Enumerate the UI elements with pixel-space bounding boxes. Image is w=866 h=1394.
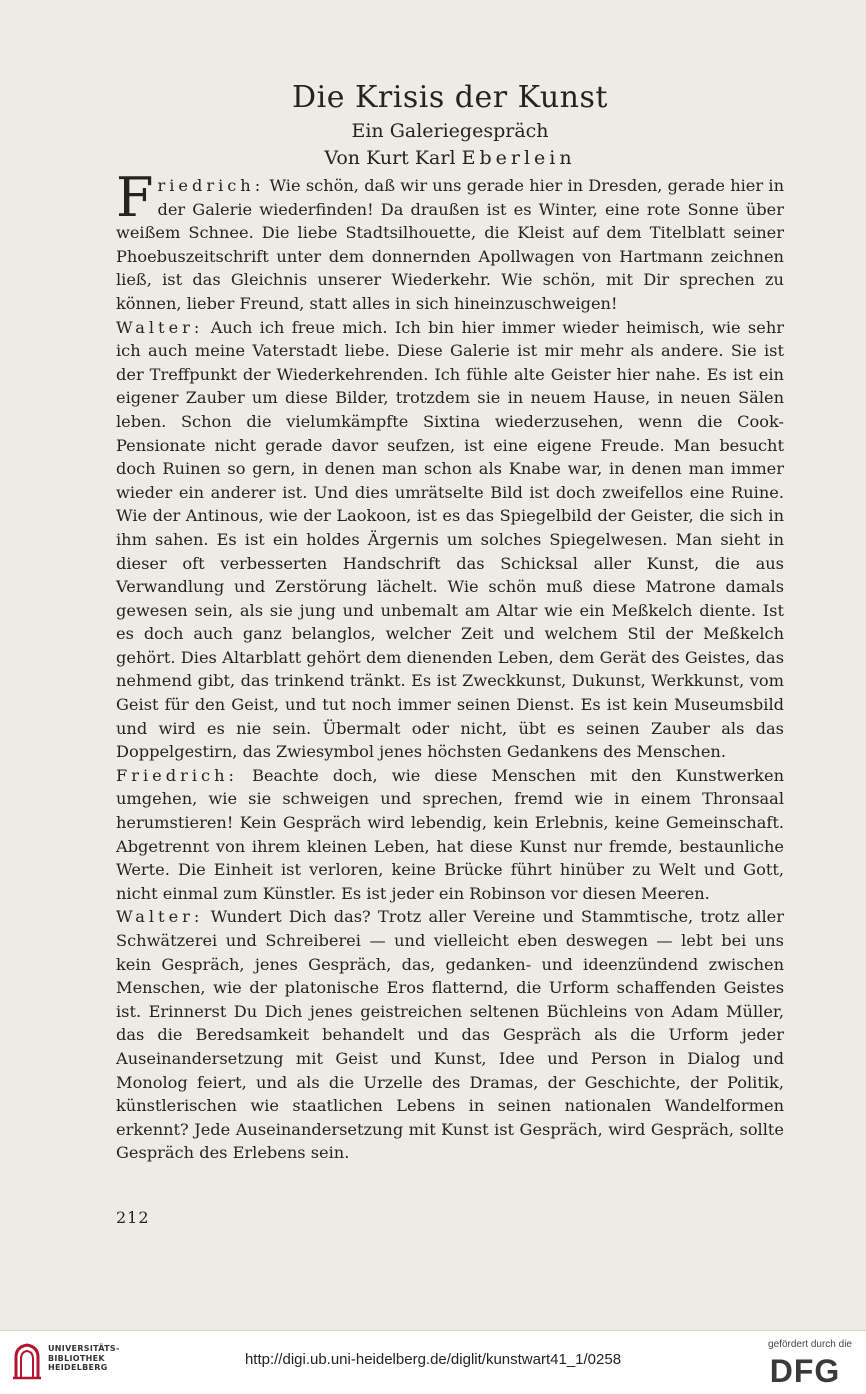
speaker-label: riedrich: xyxy=(157,176,265,195)
speaker-label: Walter: xyxy=(116,317,204,337)
paragraph-text: Wundert Dich das? Trotz aller Vereine und Stammtische, trotz aller Schwätzerei und Schreiberei — und vielleicht eben deswegen — lebt bei uns kein Gespräch, jenes Gespräch, das, gedanken- und ideenzündend zwischen Menschen, wie der platonische Eros flatternd, die Urform schaffenden Geistes ist. Erinnerst Du Dich jenes geistreichen seltenen Büchleins von Adam Müller, das die Beredsamkeit behandelt und das Gespräch als die Urform jeder Auseinandersetzung mit Geist und Kunst, Idee und Person in Dialog und Monolog feiert, und als die Urzelle des Dramas, der Geschichte, der Politik, künstlerischen wie staatlichen Lebens in seinen nationalen Wandelformen erkennt? Jede Auseinandersetzung mit Kunst ist Gespräch, wird Gespräch, sollte Gespräch des Erlebens sein. xyxy=(116,907,784,1163)
speaker-label: Friedrich: xyxy=(116,765,238,785)
paragraph-text: Auch ich freue mich. Ich bin hier immer wieder heimisch, wie sehr ich auch meine Vaterstadt liebe. Diese Galerie ist mir mehr als andere. Sie ist der Treffpunkt der Wiederkehrenden. Ich fühle alte Geister hier nahe. Es ist ein eigener Zauber um diese Bilder, trotzdem sie in neuem Hause, in neuen Sälen leben. Schon die vielumkämpfte Sixtina wiederzusehen, wenn die Cook-Pensionate nicht gerade davor seufzen, ist eine eigene Freude. Man besucht doch Ruinen so gern, in denen man schon als Knabe war, in denen man immer wieder ein anderer ist. Und dies umrätselte Bild ist doch zweifellos eine Ruine. Wie der Antinous, wie der Laokoon, ist es das Spiegelbild der Geister, die sich in ihm sahen. Es ist ein holdes Ärgernis um solches Spiegelwesen. Man sieht in dieser oft verbesserten Handschrift das Schicksal aller Kunst, die aus Verwandlung und Zerstörung lächelt. Wie schön muß diese Matrone damals gewesen sein, als sie jung und unbemalt am Altar wie ein Meßkelch diente. Ist es doch auch ganz belanglos, welcher Zeit und welchem Stil der Meßkelch gehört. Dies Altarblatt gehört dem dienenden Leben, dem Gerät des Geistes, das nehmend gibt, das trinkend tränkt. Es ist Zweckkunst, Dukunst, Werkkunst, vom Geist für den Geist, und tut noch immer seinen Dienst. Es ist kein Museumsbild und wird es nie sein. Übermalt oder nicht, übt es seinen Zauber als das Doppelgestirn, das Zwiesymbol jenes höchsten Gedankens des Menschen. xyxy=(116,317,784,762)
author-surname: Eberlein xyxy=(461,147,576,169)
drop-cap: F xyxy=(116,166,154,229)
dfg-logo-icon[interactable] xyxy=(758,1353,852,1387)
paragraph-1 xyxy=(116,166,784,316)
byline-prefix: Von Kurt Karl xyxy=(324,147,456,169)
library-name-line: UNIVERSITÄTS- xyxy=(48,1344,120,1353)
paragraph-2 xyxy=(116,316,784,764)
paragraph-3 xyxy=(116,764,784,906)
funding-note: gefördert durch die xyxy=(768,1339,852,1350)
library-name-line: BIBLIOTHEK xyxy=(48,1353,105,1363)
paragraph-text: Beachte doch, wie diese Menschen mit den Kunstwerken umgehen, wie sie schweigen und sprechen, fremd wie in einem Thronsaal herumstieren! Kein Gespräch wird lebendig, kein Erlebnis, keine Gemeinschaft. Abgetrennt von ihrem kleinen Leben, hat diese Kunst nur fremde, bestaunliche Werte. Die Einheit ist verloren, keine Brücke führt hinüber zu Welt und Gott, nicht einmal zum Künstler. Es ist jeder ein Robinson vor diesen Meeren. xyxy=(116,765,784,903)
paragraph-4 xyxy=(116,905,784,1165)
library-name-line: HEIDELBERG xyxy=(48,1363,108,1372)
speaker-label: Walter: xyxy=(116,907,204,927)
article-byline xyxy=(116,144,784,172)
article-subtitle: Ein Galeriegespräch xyxy=(351,120,549,142)
dialogue-text xyxy=(116,166,784,1165)
article xyxy=(116,80,784,1165)
svg-text:DFG: DFG xyxy=(769,1353,841,1387)
viewer-footer xyxy=(0,1330,866,1394)
permalink-url[interactable]: http://digi.ub.uni-heidelberg.de/diglit/kunstwart41_1/0258 xyxy=(244,1351,622,1368)
page-number: 212 xyxy=(116,1208,150,1227)
paragraph-text: Wie schön, daß wir uns gerade hier in Dresden, gerade hier in der Galerie wiederfinden! Da draußen ist es Winter, eine rote Sonne über weißem Schnee. Die liebe Stadtsilhouette, die Kleist auf dem Titelblatt seiner Phoebuszeitschrift unter dem donnernden Apollwagen von Hartmann zeichnen ließ, ist das Gleichnis unserer Wiederkehr. Wie schön, mit Dir sprechen zu können, lieber Freund, statt alles in sich hineinzuschweigen! xyxy=(116,176,784,313)
article-title: Die Krisis der Kunst xyxy=(292,80,608,115)
